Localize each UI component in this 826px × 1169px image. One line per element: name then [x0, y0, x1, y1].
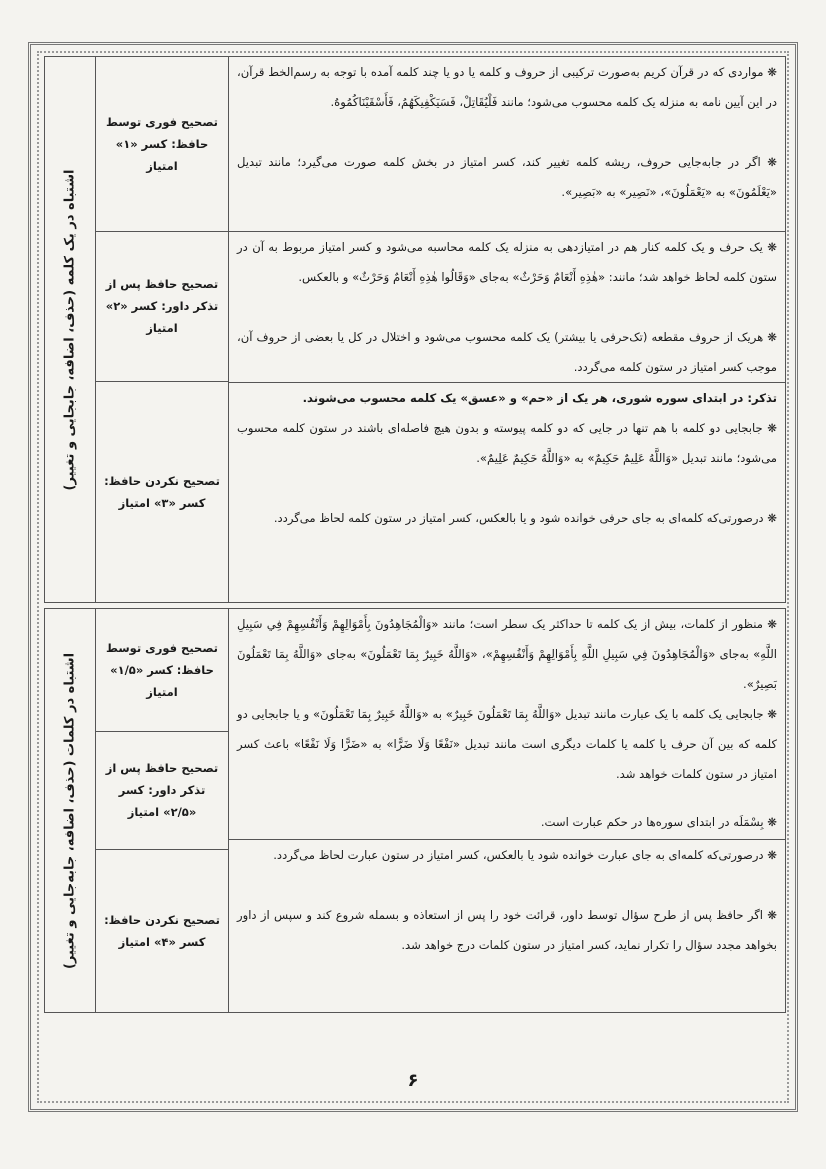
s2-para-4: ❋ درصورتی‌که کلمه‌ای به جای عبارت خوانده شود یا بالعکس، کسر امتیاز در ستون عبارت لحاظ می‌گردد.: [273, 848, 777, 862]
s1-row-1-title: تصحیح فوری توسط حافظ: کسر «۱» امتیاز: [106, 115, 218, 173]
s2-row-1-title: تصحیح فوری توسط حافظ: کسر «۱/۵» امتیاز: [106, 641, 218, 699]
s1-note: تذکر: در ابتدای سوره شوری، هر یک از «حم» و «عسق» یک کلمه محسوب می‌شوند.: [302, 391, 777, 405]
section1-text: [229, 57, 786, 603]
s2-row-3-title: تصحیح نکردن حافظ: کسر «۴» امتیاز: [104, 912, 220, 949]
section2-side: [45, 609, 96, 1013]
s2-row-3: [96, 850, 228, 1012]
s1-row-3: [96, 382, 228, 602]
section2-text: [229, 609, 786, 1013]
section2-titles: [96, 609, 229, 1013]
s2-row-2: [96, 732, 228, 850]
s1-para-2: ❋ اگر در جابه‌جایی حروف، ریشه کلمه تغییر کند، کسر امتیاز در بخش کلمه صورت می‌گیرد؛ مانند تبدیل «يَعْلَمُونَ» به «يَعْمَلُونَ»، «نَصِير» به «بَصِير».: [229, 147, 785, 232]
section1-titles: [96, 57, 229, 603]
s1-row-1: [96, 58, 228, 232]
s1-para-6: ❋ درصورتی‌که کلمه‌ای به جای حرفی خوانده شود و یا بالعکس، کسر امتیاز در ستون کلمه لحاظ می‌گردد.: [273, 511, 777, 525]
s2-para-1: ❋ منظور از کلمات، بیش از یک کلمه تا حداکثر یک سطر است؛ مانند «وَالْمُجَاهِدُونَ بِأَمْوَالِهِمْ وَأَنْفُسِهِمْ فِي سَبِيلِ اللَّهِ» به‌جای «وَالْمُجَاهِدُونَ فِي سَبِيلِ اللَّهِ بِأَمْوَالِهِمْ وَأَنْفُسِهِمْ»، «وَاللَّهُ خَبِيرٌ بِمَا تَعْمَلُونَ» به‌جای «وَاللَّهُ بِمَا تَعْمَلُونَ بَصِيرٌ».: [237, 617, 777, 691]
s1-row-2-title: تصحیح حافظ پس از تذکر داور: کسر «۲» امتیاز: [105, 277, 219, 335]
s2-para-2: ❋ جابجایی یک کلمه با یک عبارت مانند تبدیل «وَاللَّهُ بِمَا تَعْمَلُونَ خَبِيرٌ» به «وَاللَّهُ خَبِيرٌ بِمَا تَعْمَلُونَ» و یا جابجایی دو کلمه که بین آن حرف یا کلمه یا کلمات دیگری است مانند تبدیل «نَفْعًا وَلَا ضَرًّا» به «ضَرًّا وَلَا نَفْعًا» باعث کسر امتیاز در ستون کلمات خواهد شد.: [237, 707, 777, 781]
section1-side-title: اشتباه در یک کلمه (حذف، اضافه، جابجایی و تغییر): [62, 169, 78, 490]
s2-row-2-title: تصحیح حافظ پس از تذکر داور: کسر «۲/۵» امتیاز: [105, 761, 219, 819]
s1-para-3: ❋ یک حرف و یک کلمه کنار هم در امتیازدهی به منزله یک کلمه محاسبه می‌شود و کسر امتیاز مربوط به آن در ستون کلمه لحاظ خواهد شد؛ مانند: «هٰذِهِ أَنْعَامٌ وَحَرْثٌ» به‌جای «وَقَالُوا هٰذِهِ أَنْعَامٌ وَحَرْثٌ» و بالعکس.: [237, 240, 777, 284]
s1-para-1: ❋ مواردی که در قرآن کریم به‌صورت ترکیبی از حروف و کلمه یا دو یا چند کلمه آمده با توجه به رسم‌الخط قرآن، در این آیین نامه به منزله یک کلمه محسوب می‌شود؛ مانند فَلْيُقَاتِلْ، فَسَيَكْفِيكَهُمُ، فَأَسْقَيْنَاكُمُوهُ.: [237, 65, 777, 109]
section2-side-title: اشتباه در کلمات (حذف، اضافه، جابه‌جایی و تغییر): [62, 652, 78, 969]
s1-row-2: [96, 232, 228, 382]
rules-content: [44, 56, 782, 1020]
s1-para-5: ❋ جابجایی دو کلمه با هم تنها در جایی که دو کلمه پیوسته و بدون هیچ فاصله‌ای باشند در ستون کلمه محسوب می‌شود؛ مانند تبدیل «وَاللَّهُ عَلِيمٌ حَكِيمٌ» به «وَاللَّهُ حَكِيمٌ عَلِيمٌ».: [237, 421, 777, 465]
section1-side: [45, 57, 96, 603]
s1-row-3-title: تصحیح نکردن حافظ: کسر «۳» امتیاز: [104, 473, 220, 510]
s2-para-3: ❋ بِسْمَلَه در ابتدای سوره‌ها در حکم عبارت است.: [229, 807, 785, 840]
section2-table: [44, 608, 786, 1013]
s2-row-1: [96, 610, 228, 732]
s1-para-4: ❋ هریک از حروف مقطعه (تک‌حرفی یا بیشتر) یک کلمه محسوب می‌شود و اختلال در کل یا بعضی از حروف آن، موجب کسر امتیاز در ستون کلمه می‌گردد.: [229, 322, 785, 383]
s2-para-5: ❋ اگر حافظ پس از طرح سؤال توسط داور، قرائت خود را پس از استعاذه و بسمله شروع کند و سپس از داور بخواهد مجدد سؤال را تکرار نماید، کسر امتیاز در ستون کلمات درج خواهد شد.: [237, 908, 777, 952]
page-number: ۶: [407, 1070, 419, 1091]
section1-table: [44, 56, 786, 603]
